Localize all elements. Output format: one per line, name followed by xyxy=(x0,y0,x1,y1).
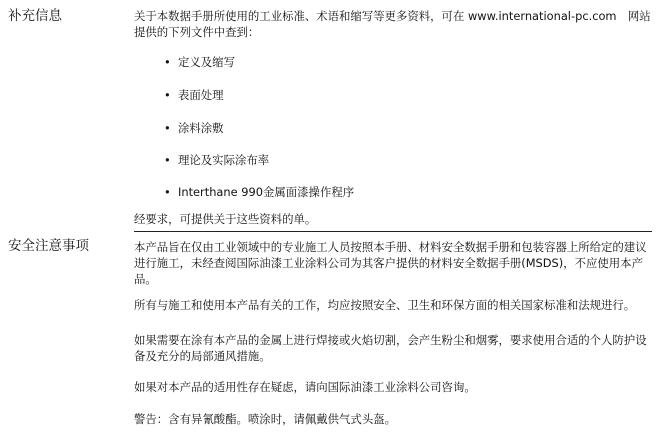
list-item xyxy=(164,152,270,168)
bullet-icon: • xyxy=(164,185,171,199)
list-item xyxy=(164,54,235,70)
supplementary-info-body xyxy=(134,8,652,226)
safety-paragraph-5: 警告：含有异氰酸酯。喷涂时，请佩戴供气式头盔。 xyxy=(134,412,396,426)
safety-precautions-title: 安全注意事项 xyxy=(8,238,89,254)
bullet-icon: • xyxy=(164,121,171,135)
list-item-label: 定义及缩写 xyxy=(178,55,235,69)
safety-paragraph-4: 如果对本产品的适用性存在疑虑，请向国际油漆工业涂料公司咨询。 xyxy=(134,380,476,394)
section-divider xyxy=(134,231,652,232)
list-item xyxy=(164,87,224,103)
safety-paragraph-2: 所有与施工和使用本产品有关的工作，均应按照安全、卫生和环保方面的相关国家标准和法规进行。 xyxy=(134,298,636,312)
safety-paragraph-3: 如果需要在涂有本产品的金属上进行焊接或火焰切割，会产生粉尘和烟雾，要求使用合适的个人防护设备及充分的局部通风措施。 xyxy=(134,333,647,363)
bullet-icon: • xyxy=(164,55,171,69)
supplementary-footer: 经要求，可提供关于这些资料的单。 xyxy=(134,212,317,226)
safety-paragraph-1: 本产品旨在仅由工业领域中的专业施工人员按照本手册、材料安全数据手册和包装容器上所给定的建议进行施工，未经查阅国际油漆工业涂料公司为其客户提供的材料安全数据手册(MSDS)，不应使用本产品。 xyxy=(134,240,647,286)
list-item-label: 涂料涂敷 xyxy=(178,121,224,135)
bullet-icon: • xyxy=(164,88,171,102)
list-item-label: 理论及实际涂布率 xyxy=(178,153,270,167)
list-item xyxy=(164,184,355,200)
supplementary-intro: 关于本数据手册所使用的工业标准、术语和缩写等更多资料，可在 www.international-pc.com 网站提供的下列文件中查到： xyxy=(134,9,651,39)
list-item-label: Interthane 990金属面漆操作程序 xyxy=(178,185,355,199)
list-item xyxy=(164,120,224,136)
list-item-label: 表面处理 xyxy=(178,88,224,102)
bullet-icon: • xyxy=(164,153,171,167)
supplementary-info-title: 补充信息 xyxy=(8,8,62,24)
